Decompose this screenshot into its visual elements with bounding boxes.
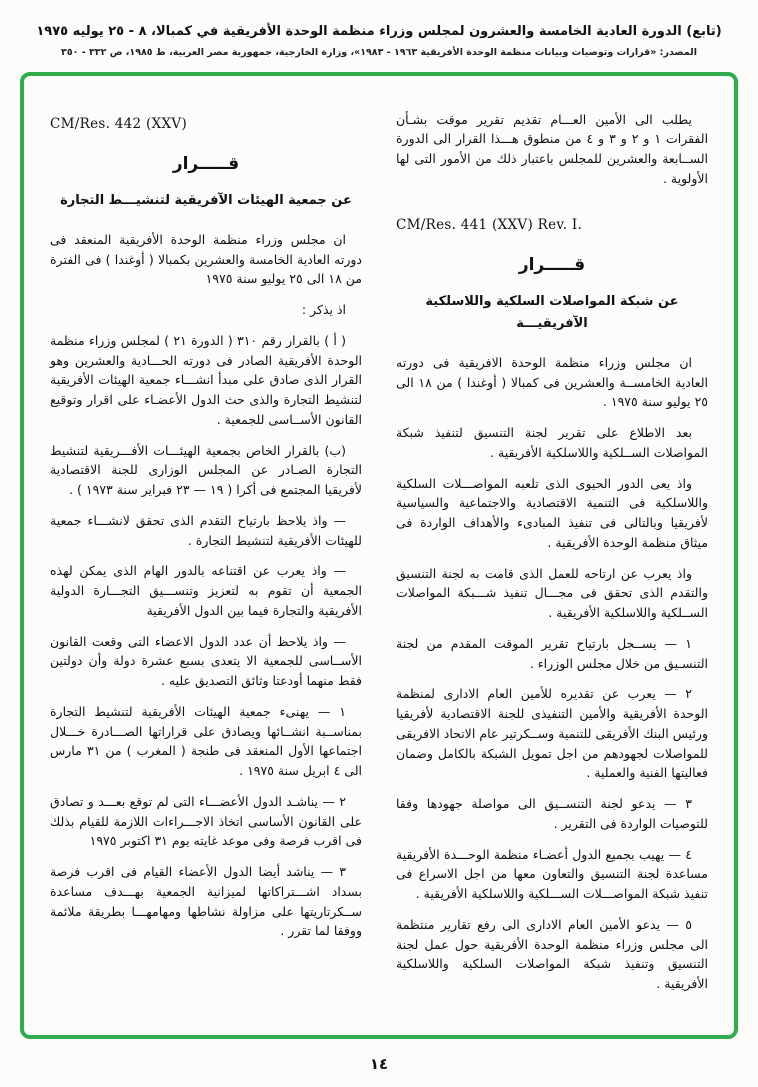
paragraph: ٢ — يعرب عن تقديره للأمين العام الادارى لمنظمة الوحدة الأفريقية والأمين التنفيذى للجنة الاقتصادية لأفريقيا ورئيس البنك الأفريقى للتنمية وســكرتير عام الاتحاد الافريقى للمواصلات لجهودهم من اجل تمويل الشبكة بالكامل وضمان فعاليتها الفنية والعملية . <box>396 686 708 781</box>
resolution-title: قـــــرار <box>172 153 240 174</box>
paragraph: ١ — يســجل بارتياح تقرير الموقت المقدم من لجنة التنسـيق من خلال مجلس الوزراء . <box>396 635 708 671</box>
page-number: ١٤ <box>369 1054 389 1073</box>
paragraph: ٥ — يدعو الأمين العام الادارى الى رفع تقارير منتظمة الى مجلس وزراء منظمة الوحدة الأفريقية حول عمل لجنة التنسيق وتنفيذ شبكة المواصلات السلكية واللاسلكية الأفريقية . <box>396 916 708 992</box>
paragraph: واذ يعرب عن ارتاحه للعمل الذى قامت به لجنة التنسيق والتقدم الذى تحقق فى مجـــال تنفيذ شـــبكة المواصلات الســلكية واللاسلكية الأفريقية . <box>396 565 708 621</box>
resolution-code: CM/Res. 442 (XXV) <box>50 115 188 132</box>
paragraph: — واذ يلاحظ أن عدد الدول الاعضاء التى وقعت القانون الأســاسى للجمعية الا يتعدى بسبع عشرة دولة وأن دولتين فقط منهما أودعتا وثائق التصديق عليه . <box>50 633 362 689</box>
paragraph: ٣ — يدعو لجنة التنســيق الى مواصلة جهودها وفقا للتوصيات الواردة فى التقرير . <box>396 796 708 831</box>
paragraph: (ب) بالقرار الخاص بجمعية الهيئـــات الأفـــريقية لتنشيط التجارة الصـادر عن المجلس الوزارى للجنة الاقتصادية لأفريقيا المجتمع فى أكرا ( ١٩ — ٢٣ فبراير سنة ١٩٧٣ ) . <box>50 442 362 498</box>
two-column-layout <box>50 110 708 1005</box>
paragraph: ( أ ) بالقرار رقم ٣١٠ ( الدورة ٢١ ) لمجلس وزراء منظمة الوحدة الأفريقية الصادر فى دورته الحـــادية والعشرين وهو القرار الذى صادق على مبدأ انشـــاء جمعية الهيئات الأفريقية لتنشيط التجارة والذى حث الدول الأعضـاء على اقرار وتوقيع القانون الأســاسى للجمعية . <box>50 332 362 427</box>
paragraph: يطلب الى الأمين العـــام تقديم تقرير موقت بشـأن الفقرات ١ و ٢ و ٣ و ٤ من منطوق هـــذا القرار الى الدورة الســابعة والعشرين للمجلس باعتبار ذلك من الأمور التى لها الأولوية . <box>396 111 709 186</box>
paragraph: ٤ — يهيب بجميع الدول أعضـاء منظمة الوحـــدة الأفريقية مساعدة لجنة التنسيق والتعاون معها من اجل الاسراع فى تنفيذ شبكة المواصـــلات الســـلكية واللاسلكية الأفريقية . <box>396 846 708 902</box>
resolution-subject: عن شبكة المواصلات السلكية واللاسلكية الآفريقيـــة <box>425 293 679 331</box>
content-box <box>20 72 738 1039</box>
resolution-title: قـــــرار <box>518 254 586 275</box>
paragraph: ان مجلس وزراء منظمة الوحدة الافريقية فى دورته العادية الخامســة والعشرين فى كمبالا ( أوغندا ) من ١٨ الى ٢٥ يوليو سنة ١٩٧٥ . <box>396 354 708 410</box>
paragraph: ان مجلس وزراء منظمة الوحدة الأفريقية المنعقد فى دورته العادية الخامسة والعشرين بكمبالا ( أوغندا ) فى الفترة من ١٨ الى ٢٥ يوليو سنة ١٩٧٥ <box>50 231 362 287</box>
paragraph: — واذ يلاحظ بارتياح التقدم الذى تحقق لانشـــاء جمعية للهيئات الأفريقية لتنشيط التجارة . <box>50 512 362 548</box>
paragraph: بعد الاطلاع على تقرير لجنة التنسيق لتنفيذ شبكة المواصلات الســلكية واللاسلكية الأفريقية . <box>396 425 708 460</box>
resolution-code: CM/Res. 441 (XXV) Rev. I. <box>396 216 583 233</box>
paragraph: — واذ يعرب عن اقتناعه بالدور الهام الذى يمكن لهذه الجمعية أن تقوم به لتعزيز وتنســـيق التجـــارة الدولية الأفريقية والتجارة فيما بين الدول الأفريقية <box>50 563 362 618</box>
page-header: (تابع) الدورة العادية الخامسة والعشرون لمجلس وزراء منظمة الوحدة الأفريقية في كمبالا، ٨ - ٢٥ يوليه ١٩٧٥ <box>36 24 722 39</box>
paragraph: ٢ — يناشـد الدول الأعضـــاء التى لم توقع بعـــد و تصادق على القانون الأساسى اتخاذ الاجـــراءات اللازمة للقيام بذلك فى اقرب فرصة وفى موعد غايته يوم ٣١ اكتوبر ١٩٧٥ <box>50 793 362 849</box>
paragraph: واذ يعى الدور الحيوى الذى تلعبه المواصـــلات السلكية واللاسلكية فى التنمية الاقتصادية والاجتماعية والسياسية لأفريقيا وبالتالى فى تنفيذ المبادىء والأهداف الواردة فى ميثاق منظمة الوحدة الأفريقية . <box>396 475 708 550</box>
resolution-subject: عن جمعية الهيئات الآفريقية لتنشيـــط التجارة <box>60 192 352 208</box>
column-right <box>396 110 708 1005</box>
paragraph: اذ يذكر : <box>301 302 346 318</box>
paragraph: ٣ — يناشد أيضا الدول الأعضاء القيام فى اقرب فرصة بسداد اشـــتراكاتها لميزانية الجمعية بهـــدف مساعدة ســكرتاريتها على مزاولة نشاطها ومهامهـــا بطريقة ملائمة ووفقا لما تقرر . <box>50 864 362 939</box>
column-left <box>50 110 362 1005</box>
source-line: المصدر: «قرارات وتوصيات وبيانات منظمة الوحدة الأفريقية ١٩٦٣ - ١٩٨٣»، وزارة الخارجية، جمهورية مصر العربية، ط ١٩٨٥، ص ٣٣٢ - ٣٥٠ <box>61 46 697 58</box>
paragraph: ١ — يهنىء جمعية الهيئات الأفريقية لتنشيط التجارة بمناســبة انشــائها ويصادق على قراراتها الصـــادرة خـــلال اجتماعها الأول المنعقد فى طنجة ( المغرب ) من ٣١ مارس الى ٤ ابريل سنة ١٩٧٥ . <box>50 703 362 779</box>
